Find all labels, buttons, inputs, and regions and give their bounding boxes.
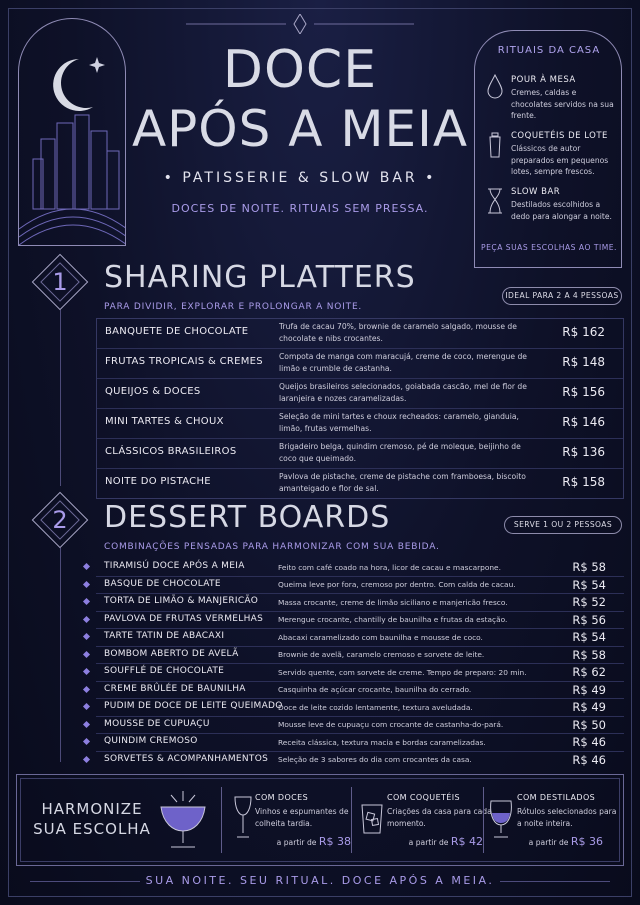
item-price: R$ 58 — [572, 560, 606, 574]
pairing-col-price-line — [387, 835, 497, 848]
item-desc: Feito com café coado na hora, licor de cacau e mascarpone. — [278, 562, 501, 572]
ritual-desc: Destilados escolhidos a dedo para alongar a noite. — [511, 200, 612, 221]
pairing-price: R$ 38 — [318, 835, 351, 848]
ritual-item-slow-bar — [511, 187, 619, 222]
list-item — [96, 629, 624, 647]
item-name: SOUFFLÉ DE CHOCOLATE — [104, 666, 225, 676]
item-name: CLÁSSICOS BRASILEIROS — [105, 446, 237, 457]
moon-skyline-illustration — [18, 18, 126, 246]
pairing-price: R$ 36 — [570, 835, 603, 848]
pairing-col-destilados — [517, 793, 617, 848]
item-price: R$ 156 — [562, 385, 605, 399]
item-price: R$ 46 — [572, 735, 606, 749]
cocktail-shaker-icon — [485, 131, 505, 159]
item-name: BASQUE DE CHOCOLATE — [104, 578, 221, 589]
pairing-col-coqueteis — [387, 793, 497, 848]
rituals-box — [474, 30, 622, 268]
item-name: QUINDIM CREMOSO — [104, 736, 198, 746]
pairing-col-price-line — [517, 835, 617, 848]
drop-icon — [485, 73, 505, 101]
section-2-number: 2 — [52, 506, 68, 534]
ritual-title: SLOW BAR — [511, 187, 561, 197]
item-name: FRUTAS TROPICAIS & CREMES — [105, 356, 263, 367]
item-name: MINI TARTES & CHOUX — [105, 416, 224, 427]
ritual-item-coqueteis — [511, 131, 619, 178]
item-desc: Pavlova de pistache, creme de pistache com framboesa, biscoito amanteigado e flor de sal. — [279, 472, 526, 493]
item-name: SORVETES & ACOMPANHAMENTOS — [104, 753, 269, 764]
table-row — [97, 349, 623, 379]
item-price: R$ 146 — [562, 415, 605, 429]
item-desc: Seleção de 3 sabores do dia com crocantes da casa. — [278, 755, 472, 764]
item-desc: Trufa de cacau 70%, brownie de caramelo salgado, mousse de chocolate e nibs crocantes. — [279, 322, 517, 343]
item-price: R$ 54 — [572, 577, 606, 592]
moon-icon — [53, 59, 93, 111]
item-desc: Abacaxi caramelizado com baunilha e mousse de coco. — [278, 632, 483, 642]
section-2-badge: SERVE 1 OU 2 PESSOAS — [504, 516, 622, 534]
wine-glass-icon — [231, 795, 255, 839]
item-desc: Receita clássica, textura macia e bordas caramelizadas. — [278, 737, 486, 747]
item-name: TORTA DE LIMÃO & MANJERICÃO — [104, 596, 259, 606]
pairing-col-price-line — [255, 835, 365, 848]
title-line-1: DOCE — [222, 40, 378, 100]
item-price: R$ 148 — [562, 355, 605, 369]
pairing-col-title: COM DOCES — [255, 793, 309, 802]
sharing-platters-table — [96, 318, 624, 499]
item-price: R$ 54 — [572, 630, 606, 644]
list-item — [96, 682, 624, 700]
item-desc: Doce de leite cozido lentamente, textura aveludada. — [278, 702, 473, 712]
list-item — [96, 664, 624, 682]
item-name: BOMBOM ABERTO DE AVELÃ — [104, 648, 239, 659]
ritual-title: POUR À MESA — [511, 75, 576, 85]
table-row — [97, 439, 623, 469]
rituals-title: RITUAIS DA CASA — [497, 45, 601, 56]
item-price: R$ 49 — [572, 682, 606, 697]
title-line-2: APÓS A MEIA — [131, 100, 469, 158]
item-desc: Compota de manga com maracujá, creme de coco, merengue de limão e crumble de castanha. — [279, 352, 527, 373]
item-price: R$ 56 — [572, 612, 606, 627]
pairing-divider — [483, 787, 484, 853]
table-row — [97, 409, 623, 439]
from-label: a partir de — [408, 838, 449, 847]
pairing-col-title: COM DESTILADOS — [517, 793, 596, 802]
item-name: PUDIM DE DOCE DE LEITE QUEIMADO — [104, 701, 283, 711]
pairing-box — [16, 774, 624, 866]
section-2-subtitle: COMBINAÇÕES PENSADAS PARA HARMONIZAR COM SUA BEBIDA. — [104, 542, 440, 552]
item-desc: Casquinha de açúcar crocante, baunilha do cerrado. — [278, 685, 472, 694]
section-1-line — [60, 310, 61, 486]
pairing-title — [27, 799, 157, 839]
item-price: R$ 46 — [572, 752, 606, 767]
snifter-glass-icon — [487, 795, 515, 839]
list-item — [96, 647, 624, 665]
from-label: a partir de — [528, 838, 569, 847]
item-desc: Queima leve por fora, cremoso por dentro. Com calda de cacau. — [278, 580, 516, 589]
item-name: NOITE DO PISTACHE — [105, 476, 211, 487]
pairing-col-desc: Rótulos selecionados para a noite inteira. — [517, 807, 617, 828]
ritual-desc: Clássicos de autor preparados em pequenos lotes, sempre frescos. — [511, 144, 609, 176]
item-desc: Queijos brasileiros selecionados, goiabada cascão, mel de flor de laranjeira e nozes caramelizadas. — [279, 382, 527, 403]
ritual-item-pour — [511, 75, 619, 122]
star-icon — [89, 57, 105, 73]
rocks-glass-icon — [359, 795, 385, 839]
item-price: R$ 50 — [572, 717, 606, 732]
item-price: R$ 52 — [572, 595, 606, 609]
table-row — [97, 319, 623, 349]
list-item — [96, 734, 624, 752]
item-desc: Mousse leve de cupuaçu com crocante de castanha-do-pará. — [278, 720, 504, 729]
list-item — [96, 752, 624, 769]
item-desc: Brownie de avelã, caramelo cremoso e sorvete de leite. — [278, 650, 485, 659]
item-name: CREME BRÛLÉE DE BAUNILHA — [104, 683, 246, 694]
item-desc: Massa crocante, creme de limão siciliano e manjericão fresco. — [278, 597, 508, 607]
item-desc: Brigadeiro belga, quindim cremoso, pé de moleque, beijinho de coco que queimado. — [279, 442, 521, 463]
pairing-price: R$ 42 — [450, 835, 483, 848]
item-price: R$ 62 — [572, 665, 606, 679]
from-label: a partir de — [276, 838, 317, 847]
pairing-title-line-1: HARMONIZE — [41, 800, 143, 818]
list-item — [96, 699, 624, 717]
pairing-col-desc: Criações da casa para cada momento. — [387, 807, 492, 828]
list-item — [96, 577, 624, 595]
pairing-col-doces — [255, 793, 365, 848]
section-1-subtitle: PARA DIVIDIR, EXPLORAR E PROLONGAR A NOITE. — [104, 302, 363, 312]
section-1-title: SHARING PLATTERS — [104, 260, 416, 295]
item-desc: Servido quente, com sorvete de creme. Tempo de preparo: 20 min. — [278, 667, 527, 677]
tagline: DOCES DE NOITE. RITUAIS SEM PRESSA. — [171, 202, 429, 215]
header-ornament — [186, 14, 414, 34]
subtitle: • PATISSERIE & SLOW BAR • — [163, 170, 437, 186]
ritual-title: COQUETÉIS DE LOTE — [511, 131, 608, 141]
item-name: MOUSSE DE CUPUAÇU — [104, 718, 210, 729]
hourglass-icon — [485, 187, 505, 215]
section-2-title: DESSERT BOARDS — [104, 500, 391, 535]
item-price: R$ 158 — [562, 475, 605, 489]
section-1-badge: IDEAL PARA 2 A 4 PESSOAS — [502, 287, 622, 305]
table-row — [97, 379, 623, 409]
pairing-title-line-2: SUA ESCOLHA — [33, 820, 151, 838]
item-price: R$ 49 — [572, 700, 606, 714]
item-price: R$ 136 — [562, 445, 605, 459]
item-desc: Merengue crocante, chantilly de baunilha e frutas da estação. — [278, 615, 508, 624]
goblet-icon — [155, 789, 211, 851]
item-name: PAVLOVA DE FRUTAS VERMELHAS — [104, 613, 264, 624]
item-name: QUEIJOS & DOCES — [105, 386, 201, 397]
dessert-boards-list — [96, 559, 624, 768]
item-price: R$ 58 — [572, 647, 606, 662]
section-2-line — [60, 548, 61, 762]
section-1-number: 1 — [52, 268, 68, 296]
list-item — [96, 559, 624, 577]
footer-line: SUA NOITE. SEU RITUAL. DOCE APÓS A MEIA. — [145, 874, 495, 887]
pairing-divider — [221, 787, 222, 853]
list-item — [96, 717, 624, 735]
item-desc: Seleção de mini tartes e choux recheados: caramelo, gianduia, limão, frutas vermelhas. — [279, 412, 519, 433]
item-name: TARTE TATIN DE ABACAXI — [104, 631, 225, 641]
item-price: R$ 162 — [562, 325, 605, 339]
pairing-col-title: COM COQUETÉIS — [387, 793, 460, 802]
item-name: TIRAMISÚ DOCE APÓS A MEIA — [104, 561, 245, 571]
list-item — [96, 594, 624, 612]
table-row — [97, 469, 623, 498]
pairing-col-desc: Vinhos e espumantes de colheita tardia. — [255, 807, 349, 828]
ritual-desc: Cremes, caldas e chocolates servidos na sua frente. — [511, 88, 614, 120]
list-item — [96, 612, 624, 630]
rituals-footer: PEÇA SUAS ESCOLHAS AO TIME. — [481, 243, 617, 252]
item-name: BANQUETE DE CHOCOLATE — [105, 326, 249, 337]
pairing-divider — [351, 787, 352, 853]
